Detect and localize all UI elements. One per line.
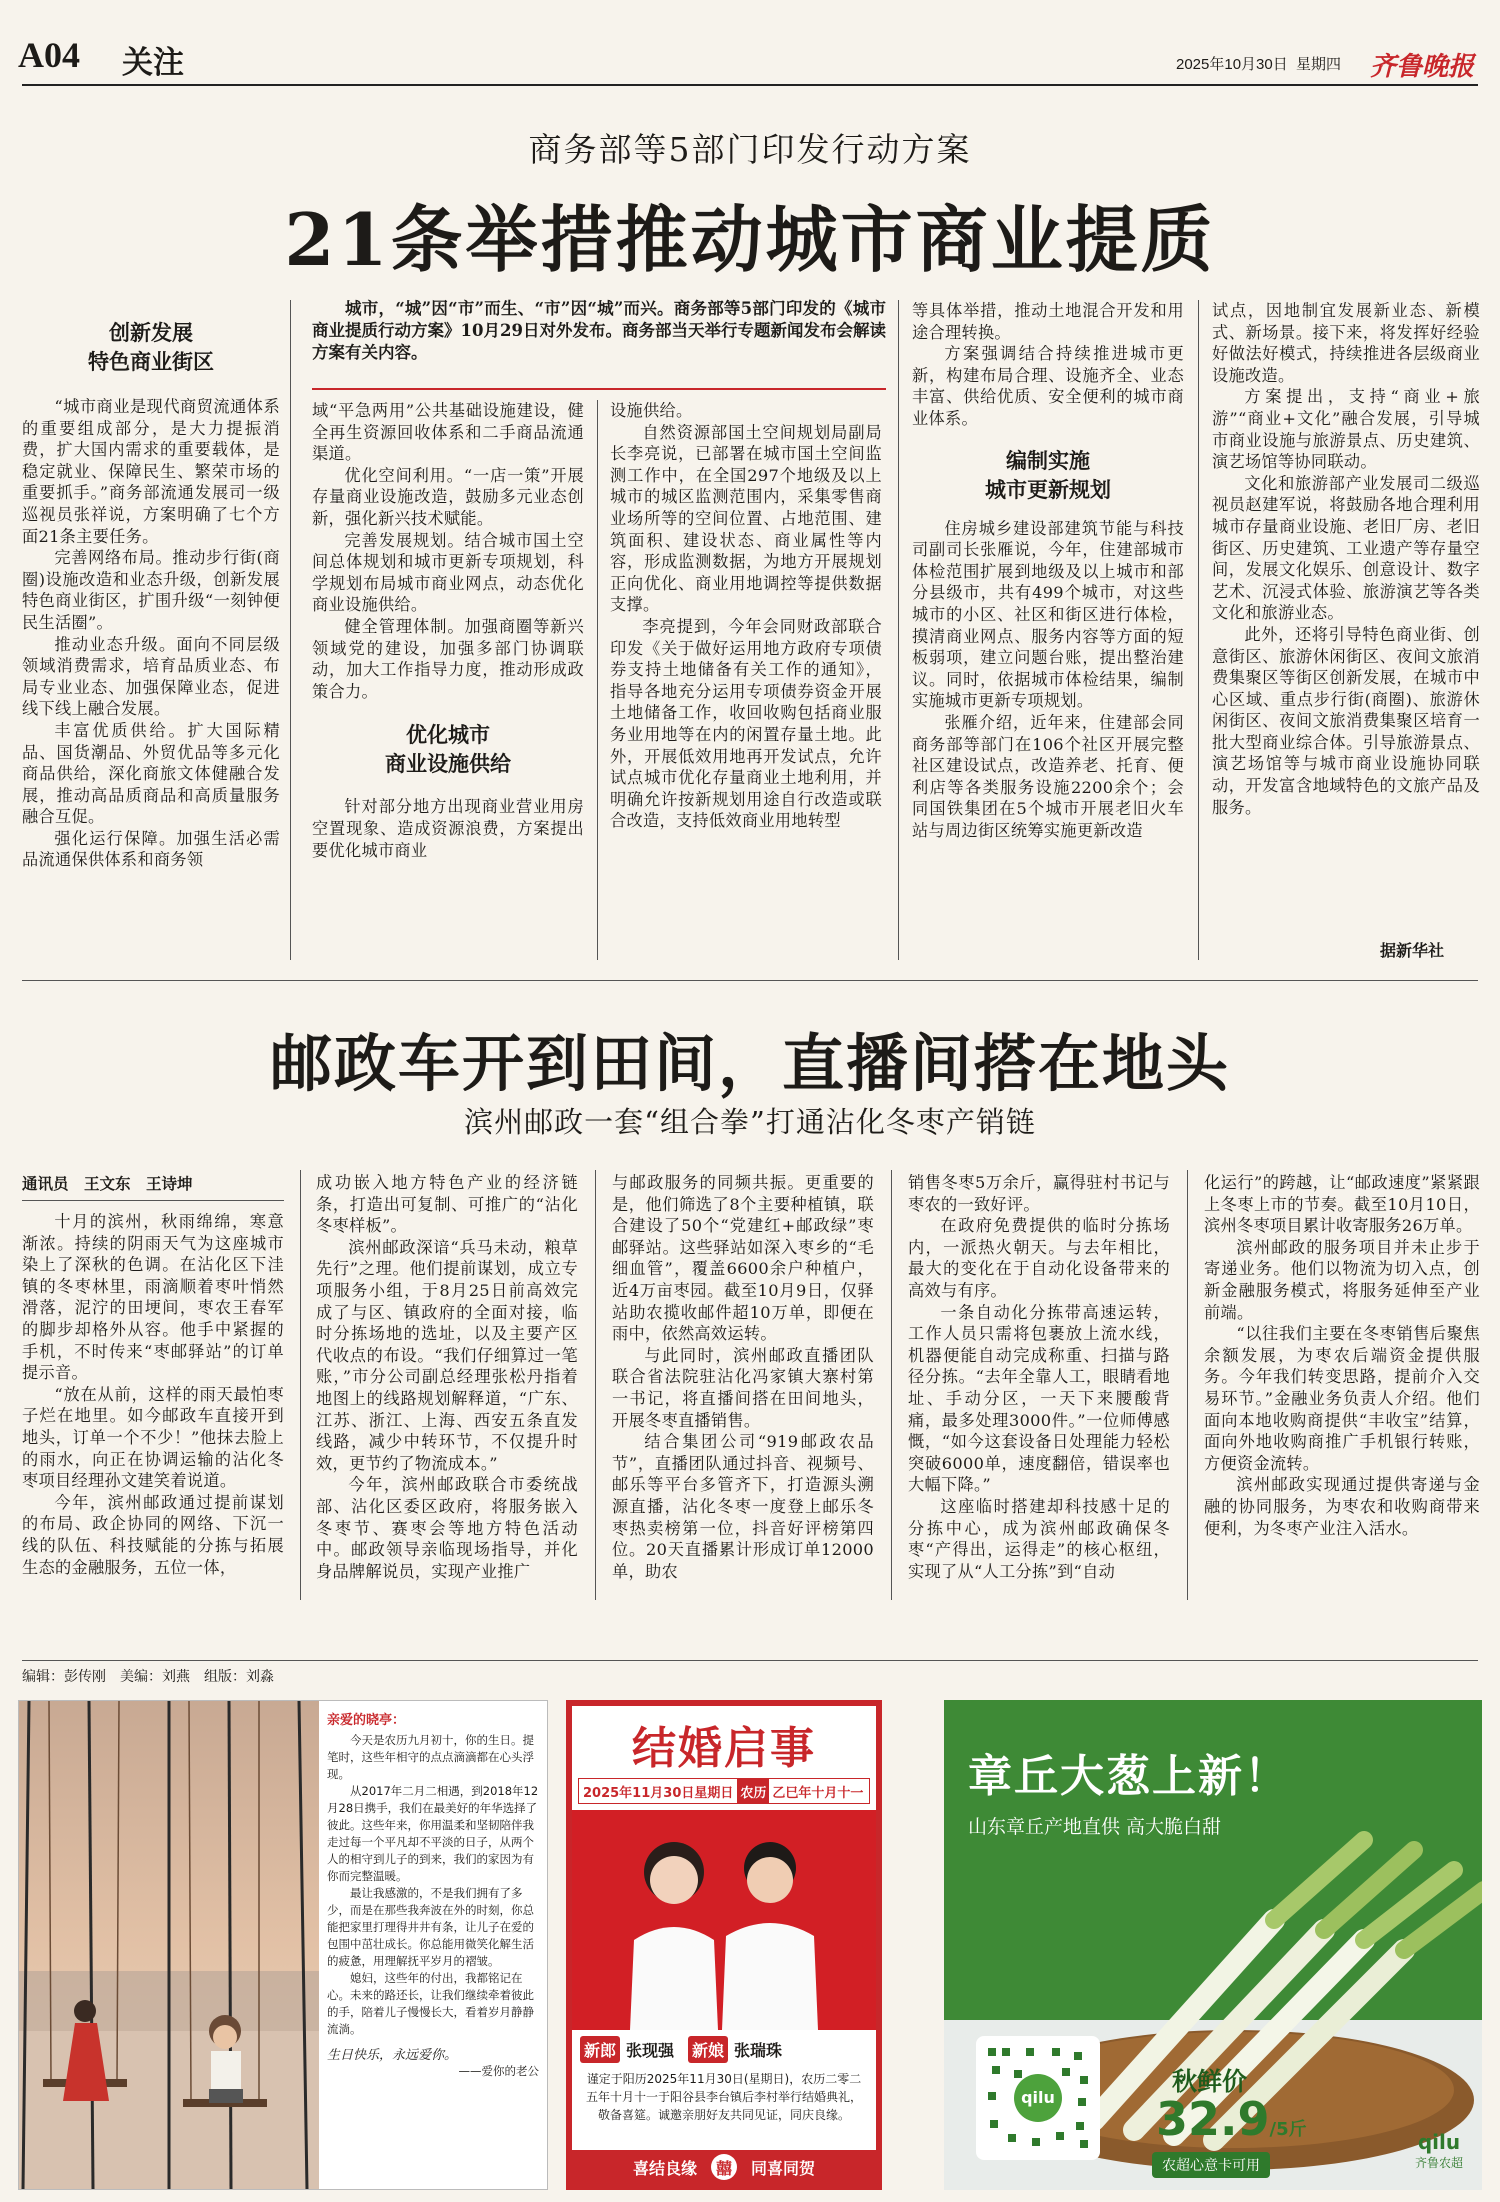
paragraph: 今年，滨州邮政通过提前谋划的布局、政企协同的网络、下沉一线的队伍、科技赋能的分拣与拓展生态的金融服务，五位一体， xyxy=(22,1492,284,1577)
paragraph: 结合集团公司“919邮政农品节”，直播团队通过抖音、视频号、邮乐等平台多管齐下，打造源头溯源直播，沾化冬枣一度登上邮乐冬枣热卖榜第一位，抖音好评榜第四位。20天直播累计形成订单12000单，助农 xyxy=(612,1432,874,1581)
article2-column-1 xyxy=(22,1172,284,1602)
scallion-title: 章丘大葱上新！ xyxy=(968,1751,1290,1802)
paragraph: 住房城乡建设部建筑节能与科技司副司长张雁说，今年，住建部城市体检范围扩展到地级及以上城市和部分县级市，共有499个城市，对这些城市的小区、社区和街区进行体检，摸清商业网点、服务内容等方面的短板弱项，建立问题台账，提出整治建议。同时，依据城市体检结果，编制实施城市更新专项规划。 xyxy=(912,518,1184,711)
page-number: A04 xyxy=(18,35,80,75)
bride-tag: 新娘 xyxy=(688,2036,728,2063)
footer-left: 喜结良缘 xyxy=(632,2158,697,2178)
paragraph: 此外，还将引导特色商业街、创意街区、旅游休闲街区、夜间文旅消费集聚区等街区创新发展，在城市中心区域、重点步行街(商圈)、旅游休闲街区、夜间文旅消费集聚区培育一批大型商业综合体。引导旅游景点、演艺场馆等与城市商业设施协同联动，开发富含地域特色的文旅产品及服务。 xyxy=(1212,624,1480,817)
header-rule xyxy=(22,84,1478,86)
wedding-inner xyxy=(572,1706,876,2184)
subhead-line: 城市更新规划 xyxy=(985,476,1111,502)
subhead-line: 创新发展 xyxy=(109,320,193,345)
article1-source: 据新华社 xyxy=(1380,941,1445,960)
paragraph: 设施供给。 xyxy=(610,401,693,420)
column-rule xyxy=(1187,1170,1188,1600)
article1-headline: 21条举措推动城市商业提质 xyxy=(284,197,1216,282)
scallion-ad xyxy=(944,1700,1482,2190)
birthday-letter xyxy=(327,1709,539,2185)
scallion-subtitle: 山东章丘产地直供 高大脆白甜 xyxy=(968,1816,1222,1838)
paragraph: “放在从前，这样的雨天最怕枣子烂在地里。如今邮政车直接开到地头，订单一个不少！”他抹去脸上的雨水，向正在协调运输的沾化冬枣项目经理孙文建笑着说道。 xyxy=(22,1384,284,1491)
article2-headline: 邮政车开到田间，直播间搭在地头 xyxy=(269,1027,1230,1100)
wedding-text: 谨定于阳历2025年11月30日(星期日)，农历二零二五年十月十一于阳谷县李台镇后李村举行结婚典礼，敬备喜筵。诚邀亲朋好友共同见证，同庆良缘。 xyxy=(586,2072,863,2122)
price-unit: /5斤 xyxy=(1269,2119,1307,2140)
birthday-ad xyxy=(18,1700,548,2190)
double-happiness-icon: 囍 xyxy=(711,2154,737,2180)
section-name: 关注 xyxy=(122,45,184,81)
paragraph: 方案提出，支持“商业+旅游”“商业+文化”融合发展，引导城市商业设施与旅游景点、历史建筑、演艺场馆等协同联动。 xyxy=(1212,387,1480,472)
article1-kicker: 商务部等5部门印发行动方案 xyxy=(528,130,972,169)
credits-rule xyxy=(22,1660,1478,1661)
wedding-title: 结婚启事 xyxy=(632,1723,816,1774)
letter-paragraph: 从2017年二月二相遇，到2018年12月28日携手，我们在最美好的年华选择了彼此。这些年来，你用温柔和坚韧陪伴我走过每一个平凡却不平淡的日子，从两个人的相守到儿子的到来，我们的家因为有你而完整温暖。 xyxy=(327,1784,539,1883)
letter-paragraph: 媳妇，这些年的付出，我都铭记在心。未来的路还长，让我们继续牵着彼此的手，陪着儿子慢慢长大，看着岁月静静流淌。 xyxy=(327,1971,534,2036)
paragraph: 文化和旅游部产业发展司二级巡视员赵建军说，将鼓励各地合理利用城市存量商业设施、老旧厂房、老旧街区、历史建筑、工业遗产等存量空间，发展文化娱乐、创意设计、数字艺术、沉浸式体验、旅游演艺等各类文化和旅游业态。 xyxy=(1212,473,1480,623)
groom-tag: 新郎 xyxy=(580,2036,620,2063)
masthead-logo: 齐鲁晚报 xyxy=(1370,52,1475,82)
couple-photo xyxy=(572,1810,876,2030)
paragraph: 方案强调结合持续推进城市更新，构建布局合理、设施齐全、业态丰富、供给优质、安全便利的城市商业体系。 xyxy=(912,344,1184,428)
bride-name: 张瑞珠 xyxy=(734,2041,783,2060)
article1-column-5 xyxy=(1212,300,1480,934)
letter-signature: 生日快乐，永远爱你。 xyxy=(327,2048,458,2063)
paragraph: 与邮政服务的同频共振。更重要的是，他们筛选了8个主要种植镇，联合建设了50个“党建红+邮政绿”枣邮驿站。这些驿站如深入枣乡的“毛细血管”，覆盖6600余户种植户，近4万亩枣园。截至10月9日，仅驿站助农揽收邮件超10万单，即便在雨中，依然高效运转。 xyxy=(612,1173,874,1344)
article2-column-3 xyxy=(612,1172,874,1602)
article2-subhead: 滨州邮政一套“组合拳”打通沾化冬枣产销链 xyxy=(464,1105,1036,1139)
column-rule xyxy=(597,400,598,960)
paragraph: 优化空间利用。“一店一策”开展存量商业设施改造，鼓励多元业态创新，强化新兴技术赋能。 xyxy=(312,465,584,528)
price-value xyxy=(1156,2092,1307,2146)
qr-label: qilu xyxy=(1021,2088,1055,2107)
paragraph: 等具体举措，推动土地混合开发和用途合理转换。 xyxy=(912,301,1184,342)
paragraph: 完善发展规划。结合城市国土空间总体规划和城市更新专项规划，科学规划布局城市商业网点，动态优化商业设施供给。 xyxy=(312,530,584,615)
price-label: 秋鲜价 xyxy=(1172,2067,1248,2096)
paragraph: 在政府免费提供的临时分拣场内，一派热火朝天。与去年相比，最大的变化在于自动化设备带来的高效与有序。 xyxy=(908,1216,1170,1300)
paragraph: 一条自动化分拣带高速运转，工作人员只需将包裹放上流水线，机器便能自动完成称重、扫描与路径分拣。“去年全靠人工，眼睛看地址、手动分区，一天下来腰酸背痛，最多处理3000件。”一位师傅感慨，“如今这套设备日处理能力轻松突破6000单，速度翻倍，错误率也大幅下降。” xyxy=(908,1302,1170,1495)
article1-column-2 xyxy=(312,400,584,960)
logo-name: qilu xyxy=(1417,2130,1461,2154)
subhead-optimize xyxy=(312,720,584,778)
paragraph: 推动业态升级。面向不同层级领域消费需求，培育品质业态、布局专业业态、加强保障业态，促进线下线上融合发展。 xyxy=(22,634,280,719)
paragraph: 李亮提到，今年会同财政部联合印发《关于做好运用地方政府专项债券支持土地储备有关工作的通知》，指导各地充分运用专项债券资金开展土地储备工作，收回收购包括商业服务业用地等在内的闲置存量土地。此外，开展低效用地再开发试点，允许试点城市优化存量商业土地利用，并明确允许按新规划用途自行改造或联合改造，支持低效商业用地转型 xyxy=(610,616,882,831)
wedding-date-bar xyxy=(578,1778,870,1804)
wedding-ad xyxy=(566,1700,882,2190)
paragraph: 自然资源部国土空间规划局副局长李亮说，已部署在城市国土空间监测工作中，在全国297个地级及以上城市的城区监测范围内，采集零售商业场所等的空间位置、占地范围、建筑面积、建设状态、商业属性等内容，形成监测数据，为地方开展规划正向优化、商业用地调控等提供数据支撑。 xyxy=(610,422,882,615)
paragraph: 滨州邮政深谙“兵马未动，粮草先行”之理。他们提前谋划，成立专项服务小组，于8月25日前高效完成了与区、镇政府的全面对接，临时分拣场地的选址，以及主要产区代收点的布设。“我们仔细算过一笔账，”市分公司副总经理张松丹指着地图上的线路规划解释道，“广东、江苏、浙江、上海、西安五条直发线路，减少中转环节，不仅提升时效，更节约了物流成本。” xyxy=(316,1237,578,1473)
paragraph: 张雁介绍，近年来，住建部会同商务部等部门在106个社区开展完整社区建设试点，改造养老、托育、便利店等各类服务设施2200余个；会同国铁集团在5个城市开展老旧火车站与周边街区统筹实施更新改造 xyxy=(912,712,1184,840)
subhead-urban-renewal xyxy=(912,446,1184,504)
subhead-line: 优化城市 xyxy=(406,722,490,748)
paragraph: 今年，滨州邮政联合市委统战部、沾化区委区政府，将服务嵌入冬枣节、赛枣会等地方特色活动中。邮政领导亲临现场指导，并化身品牌解说员，实现产业推广 xyxy=(316,1475,578,1581)
column-rule xyxy=(300,1170,301,1600)
paragraph: “城市商业是现代商贸流通体系的重要组成部分，是大力提振消费，扩大国内需求的重要载体，是稳定就业、保障民生、繁荣市场的重要抓手。”商务部流通发展司一级巡视员张祥说，方案明确了七个方面21条主要任务。 xyxy=(22,397,280,546)
wedding-date: 2025年11月30日星期日 xyxy=(583,1785,734,1801)
article1-column-4 xyxy=(912,300,1184,960)
letter-greeting: 亲爱的晓亭： xyxy=(327,1713,406,1728)
logo-sub: 齐鲁农超 xyxy=(1414,2156,1463,2170)
subhead-line: 特色商业街区 xyxy=(88,349,214,374)
editor-credits: 编辑：彭传刚 美编：刘燕 组版：刘淼 xyxy=(22,1669,274,1685)
paragraph: 强化运行保障。加强生活必需品流通保供体系和商务领 xyxy=(22,828,280,870)
letter-paragraph: 最让我感激的，不是我们拥有了多少，而是在那些我奔波在外的时刻，你总能把家里打理得井井有条，让儿子在爱的包围中茁壮成长。你总能用微笑化解生活的疲惫，用理解抚平岁月的褶皱。 xyxy=(327,1886,534,1968)
beach-swing-photo xyxy=(19,1701,319,2189)
paragraph: 完善网络布局。推动步行街(商圈)设施改造和业态升级，创新发展特色商业街区，扩围升级“一刻钟便民生活圈”。 xyxy=(22,548,280,632)
paragraph: “以往我们主要在冬枣销售后聚焦余额发展，为枣农后端资金提供服务。今年我们转变思路，提前介入交易环节。”金融业务负责人介绍。他们面向本地收购商提供“丰收宝”结算，面向外地收购商推广手机银行转账，方便资金流转。 xyxy=(1204,1324,1480,1473)
paragraph: 化运行”的跨越，让“邮政速度”紧紧跟上冬枣上市的节奏。截至10月10日，滨州冬枣项目累计收寄服务26万单。 xyxy=(1204,1173,1480,1236)
article2-column-2 xyxy=(316,1172,578,1602)
paragraph: 与此同时，滨州邮政直播团队联合省法院驻沾化冯家镇大寨村第一书记，将直播间搭在田间地头，开展冬枣直播销售。 xyxy=(612,1345,874,1430)
lunar-date: 乙巳年十月十一 xyxy=(772,1785,864,1801)
lunar-tag: 农历 xyxy=(737,1779,769,1804)
paragraph: 十月的滨州，秋雨绵绵，寒意渐浓。持续的阴雨天气为这座城市染上了深秋的色调。在沾化区下洼镇的冬枣林里，雨滴顺着枣叶悄然滑落，泥泞的田埂间，枣农王春军的脚步却格外从容。他手中紧握的手机，不时传来“枣邮驿站”的订单提示音。 xyxy=(22,1212,284,1383)
card-note: 农超心意卡可用 xyxy=(1152,2152,1270,2178)
column-rule xyxy=(1198,300,1199,960)
lead-rule xyxy=(312,388,886,390)
wedding-footer xyxy=(572,2150,876,2184)
qr-code[interactable] xyxy=(976,2036,1100,2160)
letter-from: ——爱你的老公 xyxy=(458,2064,539,2078)
article2-column-5 xyxy=(1204,1172,1480,1602)
subhead-line: 商业设施供给 xyxy=(385,751,511,777)
price-number: 32.9 xyxy=(1156,2092,1270,2146)
column-rule xyxy=(595,1170,596,1600)
paragraph: 健全管理体制。加强商圈等新兴领域党的建设，加强多部门协调联动，加大工作指导力度，推动形成政策合力。 xyxy=(312,616,584,701)
subhead-innovation xyxy=(22,318,280,376)
paragraph: 试点，因地制宜发展新业态、新模式、新场景。接下来，将发挥好经验好做法好模式，持续推进各层级商业设施改造。 xyxy=(1212,301,1480,385)
paragraph: 滨州邮政的服务项目并未止步于寄递业务。他们以物流为切入点，创新金融服务模式，将服务延伸至产业前端。 xyxy=(1204,1237,1480,1322)
footer-right: 同喜同贺 xyxy=(751,2158,816,2178)
separator-rule xyxy=(22,980,1478,981)
article2-column-4 xyxy=(908,1172,1170,1602)
issue-date: 2025年10月30日 xyxy=(1176,56,1288,73)
paragraph: 滨州邮政实现通过提供寄递与金融的协同服务，为枣农和收购商带来便利，为冬枣产业注入活水。 xyxy=(1204,1475,1480,1538)
paragraph: 域“平急两用”公共基础设施建设，健全再生资源回收体系和二手商品流通渠道。 xyxy=(312,401,584,464)
paragraph: 销售冬枣5万余斤，赢得驻村书记与枣农的一致好评。 xyxy=(908,1173,1170,1214)
brand-logo xyxy=(1404,2130,1474,2171)
subhead-line: 编制实施 xyxy=(1006,447,1090,473)
column-rule xyxy=(891,1170,892,1600)
article1-column-3 xyxy=(610,400,882,960)
article1-column-1 xyxy=(22,318,280,958)
column-rule xyxy=(290,300,291,960)
paragraph: 丰富优质供给。扩大国际精品、国货潮品、外贸优品等多元化商品供给，深化商旅文体健融合发展，推动高品质商品和高质量服务融合互促。 xyxy=(22,720,280,827)
issue-weekday: 星期四 xyxy=(1296,55,1342,73)
letter-paragraph: 今天是农历九月初十，你的生日。提笔时，这些年相守的点点滴滴都在心头浮现。 xyxy=(327,1733,534,1781)
paragraph: 成功嵌入地方特色产业的经济链条，打造出可复制、可推广的“沾化冬枣样板”。 xyxy=(316,1173,578,1236)
paragraph: 这座临时搭建却科技感十足的分拣中心，成为滨州邮政确保冬枣“产得出，运得走”的核心枢纽，实现了从“人工分拣”到“自动 xyxy=(908,1496,1170,1581)
paragraph: 针对部分地方出现商业营业用房空置现象、造成资源浪费，方案提出要优化城市商业 xyxy=(312,797,584,860)
couple-names xyxy=(580,2036,872,2063)
article1-lead: 城市，“城”因“市”而生、“市”因“城”而兴。商务部等5部门印发的《城市商业提质行动方案》10月29日对外发布。商务部当天举行专题新闻发布会解读方案有关内容。 xyxy=(312,299,886,362)
column-rule xyxy=(898,300,899,960)
groom-name: 张现强 xyxy=(626,2041,675,2060)
byline: 通讯员 王文东 王诗坤 xyxy=(22,1172,284,1201)
